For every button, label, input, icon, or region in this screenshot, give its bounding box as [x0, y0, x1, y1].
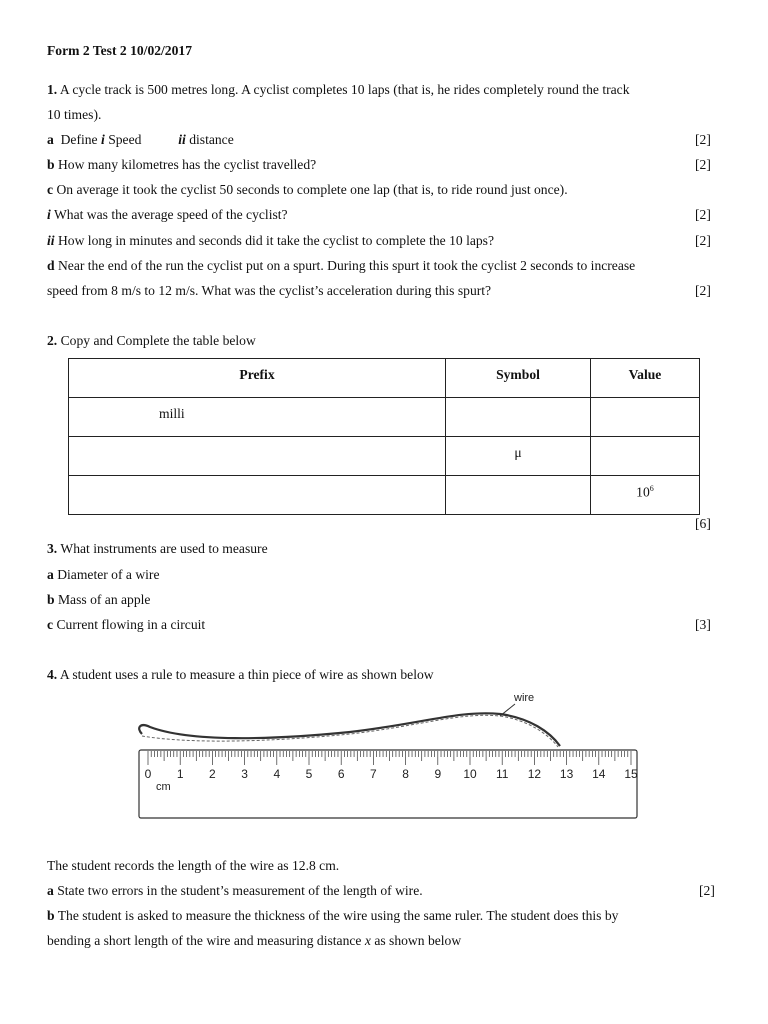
- prefix-table: [68, 358, 700, 515]
- ruler: [139, 750, 637, 818]
- q3c: c Current flowing in a circuit: [47, 617, 206, 632]
- table-cell: [446, 476, 591, 515]
- ruler-number: 6: [337, 767, 345, 781]
- ruler-number: 10: [463, 767, 477, 781]
- q3a: a Diameter of a wire: [47, 567, 160, 582]
- ruler-number: 8: [402, 767, 409, 781]
- q3c-marks: [3]: [695, 617, 711, 632]
- q4-text: 4. A student uses a rule to measure a thin piece of wire as shown below: [47, 667, 434, 682]
- ruler-number: 11: [495, 767, 509, 781]
- ruler-number: 5: [305, 767, 313, 781]
- q2-marks: [6]: [695, 516, 711, 531]
- q1ci: i What was the average speed of the cyclist?: [47, 207, 288, 222]
- ruler-number: 2: [209, 767, 216, 781]
- table-cell: [590, 398, 699, 437]
- q1-intro-line2: 10 times).: [47, 107, 102, 122]
- ruler-number: 9: [434, 767, 442, 781]
- q1b-marks: [2]: [695, 157, 711, 172]
- ruler-number: 1: [176, 767, 184, 781]
- q1a: a Define i Speed ii distance: [47, 132, 234, 147]
- table-cell: [69, 437, 446, 476]
- q1d-line2: speed from 8 m/s to 12 m/s. What was the cyclist’s acceleration during this spurt?: [47, 283, 492, 298]
- table-header: Symbol: [446, 359, 591, 398]
- ruler-number: 3: [241, 767, 248, 781]
- wire-ruler-figure: [130, 680, 650, 820]
- page-title: Form 2 Test 2 10/02/2017: [47, 43, 192, 58]
- q4a: a State two errors in the student’s measurement of the length of wire.: [47, 883, 423, 898]
- ruler-number: 12: [527, 767, 542, 781]
- ruler-number: 7: [370, 767, 377, 781]
- ruler-number: 13: [559, 767, 574, 781]
- ruler-number: 15: [624, 767, 638, 781]
- table-cell: [446, 398, 591, 437]
- q4-records: The student records the length of the wire as 12.8 cm.: [47, 858, 340, 873]
- table-header: Prefix: [69, 359, 446, 398]
- q3-text: 3. What instruments are used to measure: [47, 541, 268, 556]
- table-header: Value: [590, 359, 699, 398]
- q4b-line2: bending a short length of the wire and measuring distance x as shown below: [47, 933, 462, 948]
- unit-label: cm: [156, 781, 171, 793]
- q1a-marks: [2]: [695, 132, 711, 147]
- table-row: [69, 476, 700, 515]
- q1d-marks: [2]: [695, 283, 711, 298]
- q1-number: 1.: [47, 82, 58, 97]
- table-cell: $10^6$: [590, 476, 699, 515]
- q4b-line1: b The student is asked to measure the thickness of the wire using the same ruler. The student does this by: [47, 908, 619, 923]
- table-cell: [590, 437, 699, 476]
- ruler-number: 14: [592, 767, 606, 781]
- q4a-marks: [2]: [699, 883, 715, 898]
- ruler-number: 4: [273, 767, 281, 781]
- q1c: c On average it took the cyclist 50 seconds to complete one lap (that is, to ride round just once).: [47, 182, 568, 197]
- wire-label: wire: [514, 692, 535, 704]
- table-cell: milli: [69, 398, 446, 437]
- q1ci-marks: [2]: [695, 207, 711, 222]
- q2-text: 2. Copy and Complete the table below: [47, 333, 256, 348]
- q1cii: ii How long in minutes and seconds did it take the cyclist to complete the 10 laps?: [47, 233, 495, 248]
- table-row: [69, 437, 700, 476]
- table-cell: μ: [446, 437, 591, 476]
- q3b: b Mass of an apple: [47, 592, 151, 607]
- q1d-line1: d Near the end of the run the cyclist put on a spurt. During this spurt it took the cyclist 2 seconds to increase: [47, 258, 636, 273]
- table-header-row: [69, 359, 700, 398]
- ruler-number: 0: [144, 767, 152, 781]
- q1-intro-line1: 1. A cycle track is 500 metres long. A cyclist completes 10 laps (that is, he rides completely round the track: [47, 82, 630, 97]
- table-cell: [69, 476, 446, 515]
- table-row: [69, 398, 700, 437]
- q1cii-marks: [2]: [695, 233, 711, 248]
- q1b: b How many kilometres has the cyclist travelled?: [47, 157, 317, 172]
